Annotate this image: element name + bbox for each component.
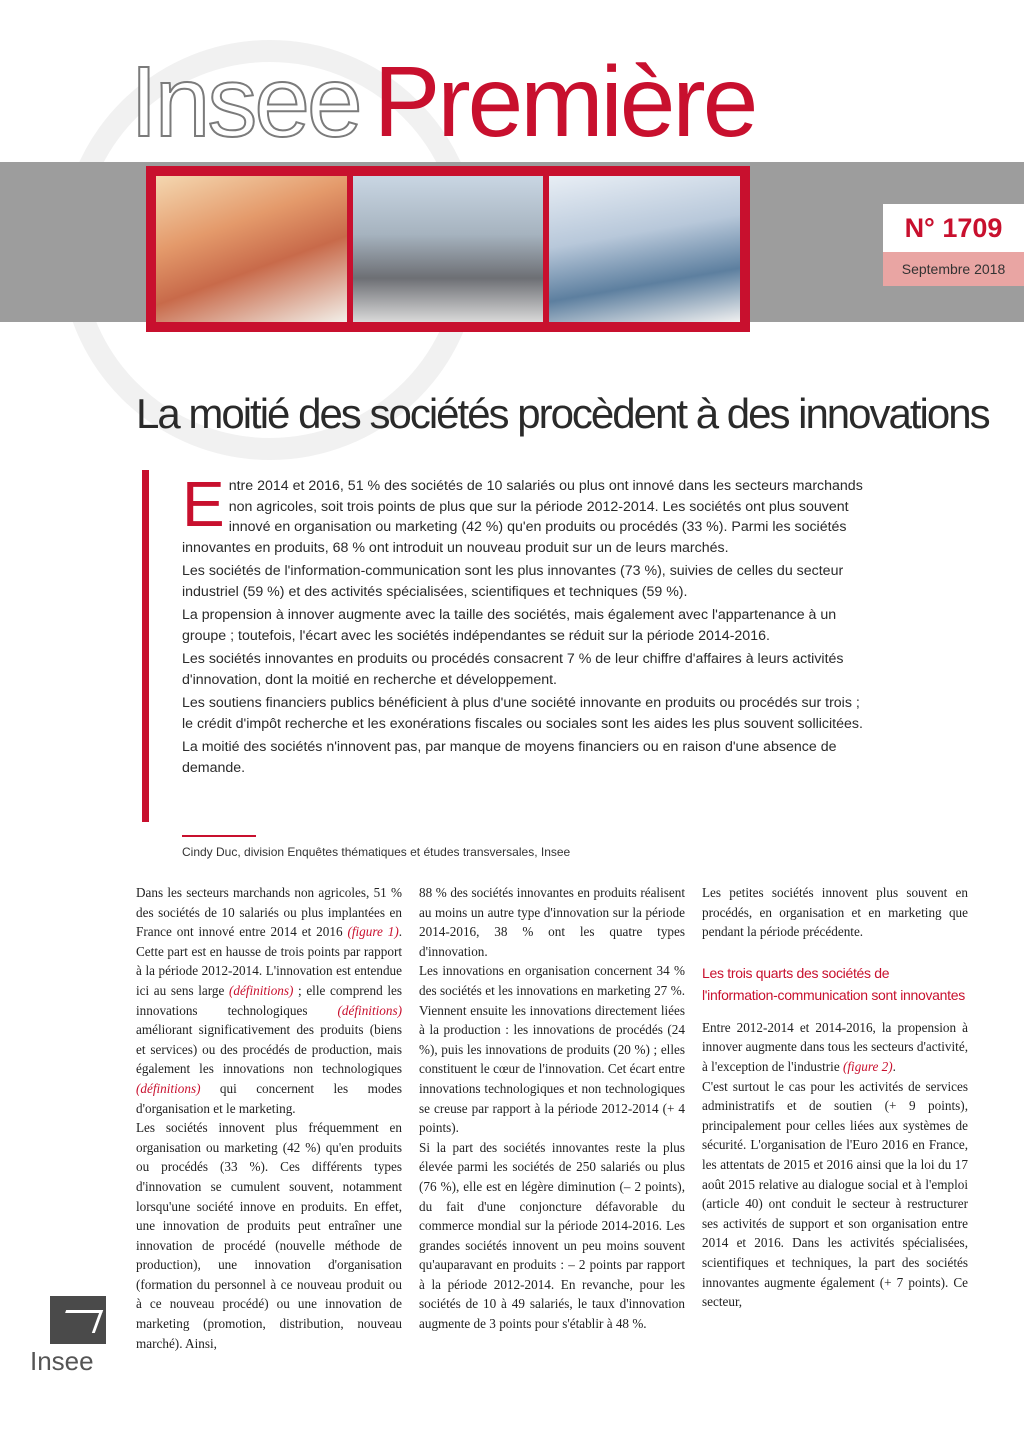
issue-date-box — [883, 252, 1024, 286]
abstract-paragraph: Les sociétés de l'information-communication sont les plus innovantes (73 %), suivies de celles du secteur industriel (59 %) et des activités spécialisées, scientifiques et techniques (59 %). — [182, 563, 844, 600]
definitions-link[interactable]: (définitions) — [228, 982, 294, 998]
issue-number-box — [883, 204, 1024, 252]
body-paragraph: C'est surtout le cas pour les activités de services administratifs et de soutien (+ 9 points), principalement pour celles liées aux systèmes de sécurité. L'organisation de l'Euro 2016 en France, les attentats de 2015 et 2016 ainsi que la loi du 17 août 2015 relative au dialogue social et à l'emploi (article 40) ont conduit le secteur à restructurer ses activités de support et son organisation entre 2014 et 2016. Dans les activités spécialisées, scientifiques et techniques, la part des sociétés innovantes augmente également (+ 7 points). Ce secteur, — [702, 1078, 968, 1310]
body-paragraph: Dans les secteurs marchands non agricoles, 51 % des sociétés de 10 salariés ou plus implantées en France ont innové entre 2014 et 2016 (figure 1). Cette part est en hausse de trois points par rapport à la période 2012-2014. L'innovation est entendue ici au sens large (définitions) ; elle comprend les innovations technologiques (définitions) améliorant significativement des produits (biens et services) ou des procédés de production, mais également les innovations non technologiques (définitions) qui concernent les modes d'organisation et le marketing. — [136, 885, 403, 1116]
masthead — [130, 46, 756, 162]
body-paragraph: Les sociétés innovent plus fréquemment en organisation ou marketing (42 %) qu'en produits ou procédés (33 %). Ces différents types d'innovation se cumulent souvent, notamment lorsqu'une société innove en produits. En effet, une innovation de produits peut entraîner une innovation de procédé (nouvelle méthode de production), une innovation d'organisation (formation du personnel à ce nouveau produit ou à ce nouveau procédé) ou une innovation de marketing (promotion, distribution, nouveau marché). Ainsi, — [136, 1120, 402, 1351]
author-line: Cindy Duc, division Enquêtes thématiques et études transversales, Insee — [182, 845, 571, 859]
brand-premiere: Première — [373, 46, 756, 158]
body-paragraph: Si la part des sociétés innovantes reste la plus élevée parmi les sociétés de 250 salariés ou plus (76 %), elle est en légère diminution (– 2 points), du fait d'une conjoncture défavorable du commerce mondial sur la période 2014-2016. Les grandes sociétés innovent un peu moins souvent qu'auparavant en produits : – 2 points par rapport à la période 2012-2014. En revanche, pour les sociétés de 10 à 49 salariés, le taux d'innovation augmente de 3 points pour s'établir à 48 %. — [419, 1139, 685, 1332]
section-heading: Les trois quarts des sociétés de l'information-communication sont innovantes — [702, 964, 965, 1003]
body-column-3 — [702, 883, 968, 1312]
abstract-accent-bar — [142, 470, 149, 822]
insee-logo — [30, 1296, 110, 1386]
body-column-2 — [419, 883, 685, 1334]
issue-number: N° 1709 — [904, 212, 1003, 243]
figure-link[interactable]: (figure 2) — [842, 1058, 893, 1074]
photo-strip — [146, 166, 750, 332]
brand-insee: Insee — [130, 46, 360, 158]
author-divider — [182, 835, 256, 837]
body-column-1 — [136, 883, 402, 1353]
page-title: La moitié des sociétés procèdent à des innovations — [136, 390, 989, 437]
figure-link[interactable]: (figure 1) — [347, 924, 399, 940]
body-paragraph: Entre 2012-2014 et 2014-2016, la propension à innover augmente dans tous les secteurs d'activité, à l'exception de l'industrie (figure 2). — [702, 1019, 968, 1074]
body-paragraph: Les innovations en organisation concernent 34 % des sociétés et les innovations en marketing 27 %. Viennent ensuite les innovations directement liées à la production : les innovations de procédés (24 %), puis les innovations de produits (20 %) ; elles constituent le cœur de l'innovation. Cet écart entre innovations technologiques et non technologiques se creuse par rapport à la période 2012-2014 (+ 4 points). — [419, 963, 685, 1136]
dropcap: E — [182, 468, 225, 540]
abstract-paragraph: La moitié des sociétés n'innovent pas, par manque de moyens financiers ou en raison d'une absence de demande. — [182, 739, 837, 776]
issue-date: Septembre 2018 — [901, 261, 1006, 277]
abstract — [182, 468, 872, 781]
abstract-paragraph: Entre 2014 et 2016, 51 % des sociétés de 10 salariés ou plus ont innové dans les secteurs marchands non agricoles, soit trois points de plus que sur la période 2012-2014. Les sociétés ont plus souvent innové en organisation ou marketing (42 %) qu'en produits ou procédés (33 %). Parmi les sociétés innovantes en produits, 68 % ont introduit un nouveau produit sur un de leurs marchés. — [182, 468, 863, 556]
definitions-link[interactable]: (définitions) — [337, 1002, 402, 1018]
abstract-paragraph: La propension à innover augmente avec la taille des sociétés, mais également avec l'appartenance à un groupe ; toutefois, l'écart avec les sociétés indépendantes se réduit sur la période 2014-2016. — [182, 607, 837, 644]
body-paragraph: 88 % des sociétés innovantes en produits réalisent au moins un autre type d'innovation sur la période 2014-2016, 38 % ont les quatre types d'innovation. — [419, 885, 685, 959]
definitions-link[interactable]: (définitions) — [136, 1080, 201, 1096]
body-paragraph: Les petites sociétés innovent plus souvent en procédés, en organisation et en marketing que pendant la période précédente. — [702, 885, 968, 940]
photo-crowd — [353, 176, 544, 322]
photo-children — [156, 176, 347, 322]
insee-logo-text: Insee — [30, 1346, 94, 1376]
photo-office — [549, 176, 740, 322]
insee-logo-mark-icon — [50, 1296, 106, 1344]
abstract-paragraph: Les sociétés innovantes en produits ou procédés consacrent 7 % de leur chiffre d'affaires à leurs activités d'innovation, dont la moitié en recherche et développement. — [182, 651, 844, 688]
abstract-paragraph: Les soutiens financiers publics bénéficient à plus d'une société innovante en produits ou procédés sur trois ; le crédit d'impôt recherche et les exonérations fiscales ou sociales sont les aides les plus souvent sollicitées. — [182, 695, 863, 732]
